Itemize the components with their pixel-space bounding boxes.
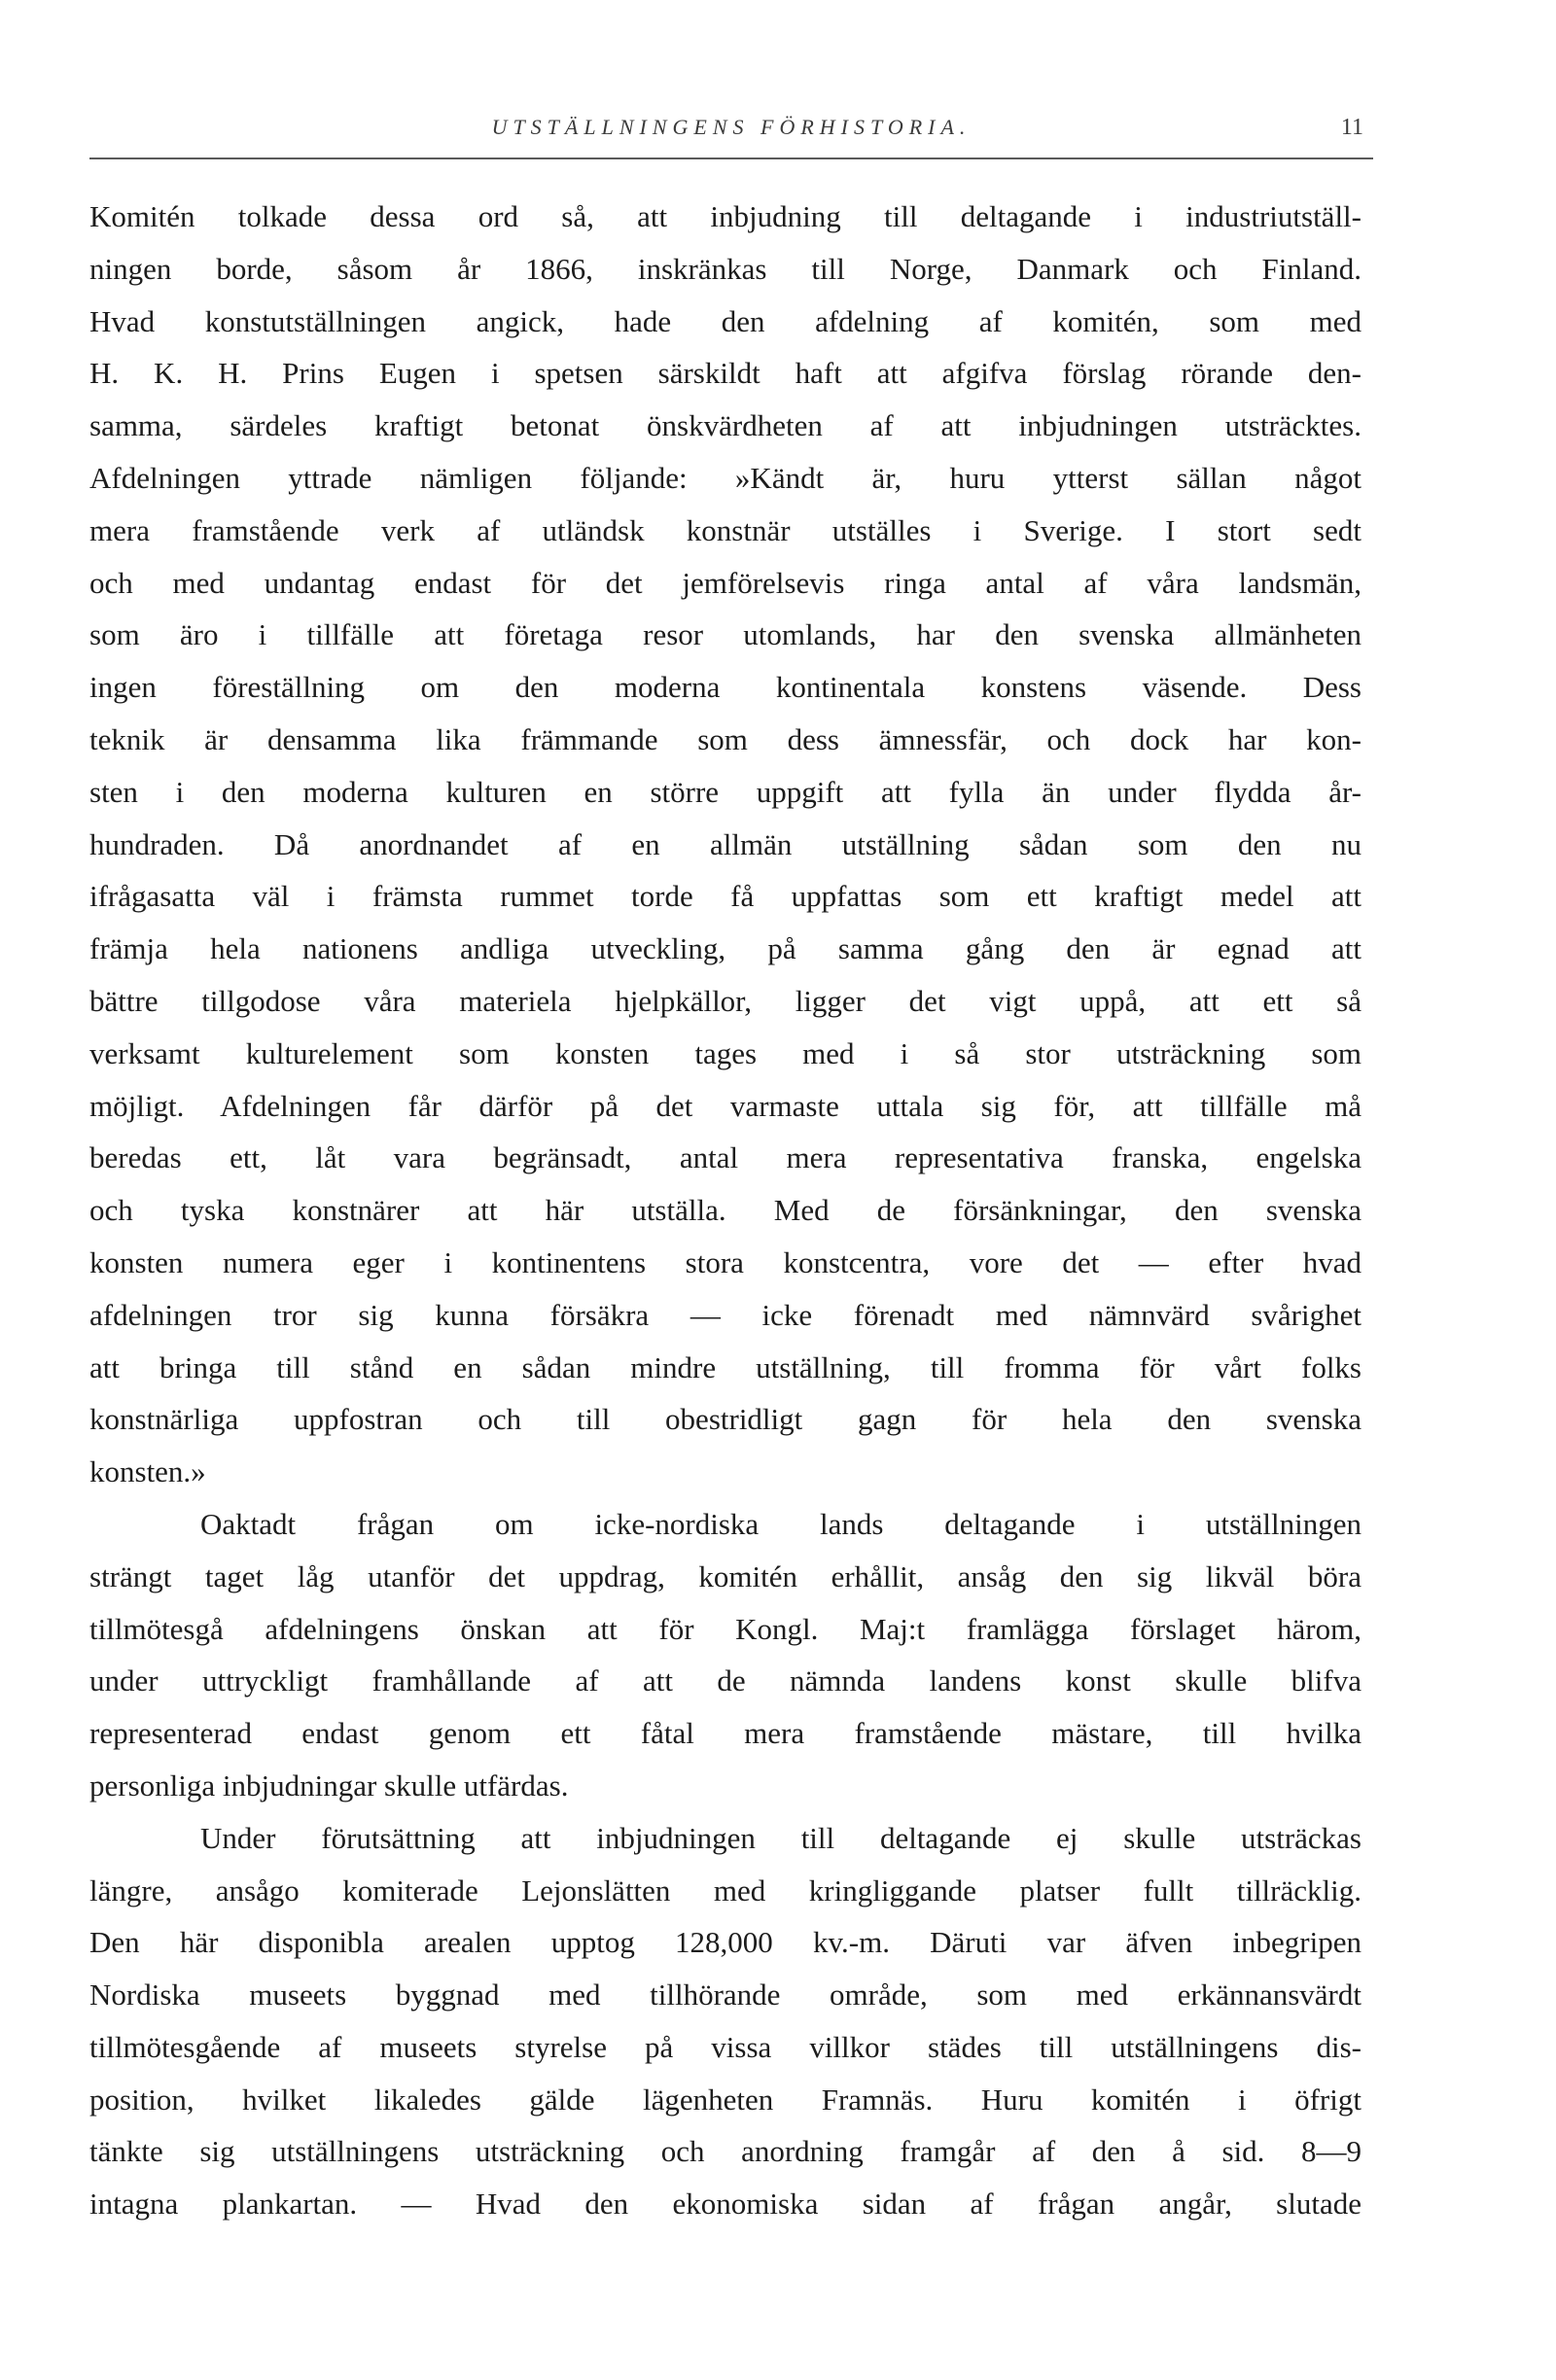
text-line: samma, särdeles kraftigt betonat önskvärdheten af att inbjudningen utsträcktes. — [89, 408, 1362, 443]
text-line: hundraden. Då anordnandet af en allmän utställning sådan som den nu — [89, 826, 1362, 861]
body-text — [89, 191, 1362, 2230]
page-number: 11 — [1340, 115, 1363, 140]
text-line: representerad endast genom ett fåtal mera framstående mästare, till hvilka — [89, 1716, 1362, 1751]
text-line: möjligt. Afdelningen får därför på det varmaste uttala sig för, att tillfälle må — [89, 1088, 1362, 1123]
text-line: verksamt kulturelement som konsten tages med i så stor utsträckning som — [89, 1035, 1362, 1070]
text-line: tillmötesgå afdelningens önskan att för Kongl. Maj:t framlägga förslaget härom, — [89, 1611, 1362, 1646]
text-line: som äro i tillfälle att företaga resor utomlands, har den svenska allmänheten — [89, 617, 1362, 652]
text-line: tillmötesgående af museets styrelse på vissa villkor städes till utställningens dis- — [89, 2029, 1362, 2064]
text-line: Hvad konstutställningen angick, hade den afdelning af komitén, som med — [89, 303, 1362, 338]
text-line: Under förutsättning att inbjudningen till deltagande ej skulle utsträckas — [200, 1820, 1362, 1855]
text-line: intagna plankartan. — Hvad den ekonomiska sidan af frågan angår, slutade — [89, 2187, 1362, 2222]
text-line: sten i den moderna kulturen en större uppgift att fylla än under flydda år- — [89, 774, 1362, 809]
text-line: konsten numera eger i kontinentens stora konstcentra, vore det — efter hvad — [89, 1244, 1362, 1279]
text-line: Komitén tolkade dessa ord så, att inbjudning till deltagande i industriutställ- — [89, 199, 1362, 233]
text-line: tänkte sig utställningens utsträckning och anordning framgår af den å sid. 8—9 — [89, 2134, 1362, 2169]
text-line: och tyska konstnärer att här utställa. Med de försänkningar, den svenska — [89, 1193, 1362, 1228]
text-line: ningen borde, såsom år 1866, inskränkas till Norge, Danmark och Finland. — [89, 251, 1362, 286]
text-line: personliga inbjudningar skulle utfärdas. — [89, 1768, 569, 1802]
text-line: konsten.» — [89, 1454, 206, 1489]
paragraph — [89, 191, 1362, 1498]
text-line: Afdelningen yttrade nämligen följande: »Kändt är, huru ytterst sällan något — [89, 460, 1362, 495]
text-line: Nordiska museets byggnad med tillhörande område, som med erkännansvärdt — [89, 1978, 1362, 2012]
text-line: Oaktadt frågan om icke-nordiska lands deltagande i utställningen — [200, 1506, 1362, 1541]
running-header — [89, 115, 1373, 159]
text-line: ingen föreställning om den moderna kontinentala konstens väsende. Dess — [89, 670, 1362, 705]
text-line: Den här disponibla arealen upptog 128,000 kv.-m. Däruti var äfven inbegripen — [89, 1925, 1362, 1960]
paragraph — [89, 1812, 1362, 2230]
text-line: position, hvilket likaledes gälde lägenheten Framnäs. Huru komitén i öfrigt — [89, 2082, 1362, 2117]
text-line: mera framstående verk af utländsk konstnär utställes i Sverige. I stort sedt — [89, 512, 1362, 547]
text-line: bättre tillgodose våra materiela hjelpkällor, ligger det vigt uppå, att ett så — [89, 983, 1362, 1018]
text-line: att bringa till stånd en sådan mindre utställning, till fromma för vårt folks — [89, 1349, 1362, 1384]
text-line: ifrågasatta väl i främsta rummet torde få uppfattas som ett kraftigt medel att — [89, 879, 1362, 914]
text-line: teknik är densamma lika främmande som dess ämnessfär, och dock har kon- — [89, 721, 1362, 756]
text-line: H. K. H. Prins Eugen i spetsen särskildt haft att afgifva förslag rörande den- — [89, 356, 1362, 391]
text-line: konstnärliga uppfostran och till obestridligt gagn för hela den svenska — [89, 1402, 1362, 1437]
running-title: UTSTÄLLNINGENS FÖRHISTORIA. — [491, 115, 972, 139]
text-line: under uttryckligt framhållande af att de nämnda landens konst skulle blifva — [89, 1663, 1362, 1698]
text-line: och med undantag endast för det jemförelsevis ringa antal af våra landsmän, — [89, 565, 1362, 600]
text-line: beredas ett, låt vara begränsadt, antal mera representativa franska, engelska — [89, 1140, 1362, 1175]
text-line: längre, ansågo komiterade Lejonslätten med kringliggande platser fullt tillräcklig. — [89, 1872, 1362, 1908]
paragraph — [89, 1498, 1362, 1812]
text-line: strängt taget låg utanför det uppdrag, komitén erhållit, ansåg den sig likväl böra — [89, 1558, 1362, 1593]
text-line: afdelningen tror sig kunna försäkra — icke förenadt med nämnvärd svårighet — [89, 1297, 1362, 1332]
text-line: främja hela nationens andliga utveckling, på samma gång den är egnad att — [89, 931, 1362, 966]
